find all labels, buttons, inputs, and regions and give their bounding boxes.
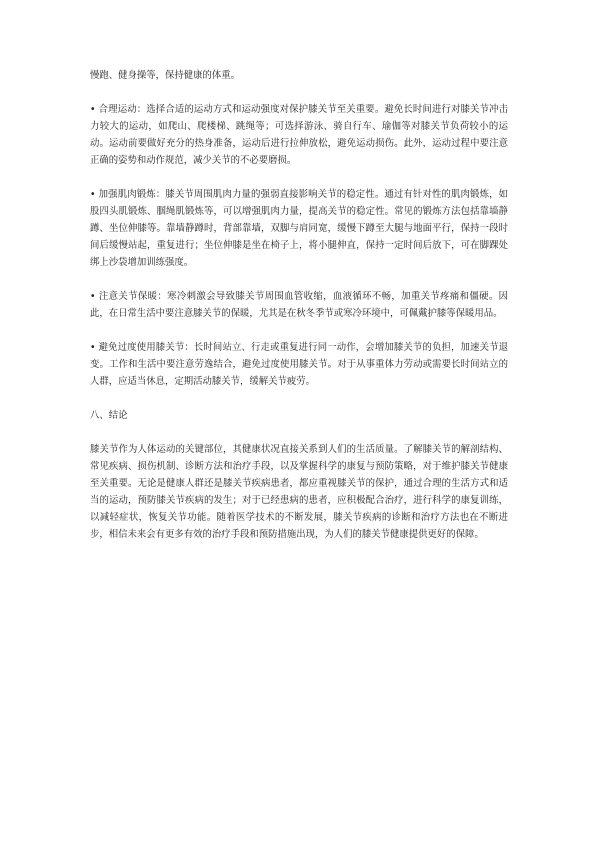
bullet-text: 注意关节保暖：寒冷刺激会导致膝关节周围血管收缩，血液循环不畅，加重关节疼痛和僵硬。因此，在日常生活中要注意膝关节的保暖，尤其是在秋冬季节或寒冷环境中，可佩戴护膝等保暖用品。 [90, 291, 508, 319]
bullet-marker: • [90, 291, 96, 302]
paragraph-gap [90, 322, 508, 339]
paragraph-gap [90, 169, 508, 186]
bullet-item-exercise [90, 101, 508, 169]
paragraph-gap [90, 390, 508, 407]
conclusion-paragraph: 膝关节作为人体运动的关键部位，其健康状况直接关系到人们的生活质量。了解膝关节的解剖结构、常见疾病、损伤机制、诊断方法和治疗手段，以及掌握科学的康复与预防策略，对于维护膝关节健康至关重要。无论是健康人群还是膝关节疾病患者，都应重视膝关节的保护，通过合理的生活方式和适当的运动，预防膝关节疾病的发生；对于已经患病的患者，应积极配合治疗，进行科学的康复训练，以减轻症状，恢复关节功能。随着医学技术的不断发展，膝关节疾病的诊断和治疗方法也在不断进步，相信未来会有更多有效的治疗手段和预防措施出现，为人们的膝关节健康提供更好的保障。 [90, 444, 508, 540]
bullet-text: 合理运动：选择合适的运动方式和运动强度对保护膝关节至关重要。避免长时间进行对膝关节冲击力较大的运动，如爬山、爬楼梯、跳绳等；可选择游泳、骑自行车、瑜伽等对膝关节负荷较小的运动。运动前要做好充分的热身准备，运动后进行拉伸放松，避免运动损伤。此外，运动过程中要注意正确的姿势和动作规范，减少关节的不必要磨损。 [90, 104, 508, 166]
bullet-text: 避免过度使用膝关节：长时间站立、行走或重复进行同一动作，会增加膝关节的负担，加速关节退变。工作和生活中要注意劳逸结合，避免过度使用膝关节。对于从事重体力劳动或需要长时间站立的人群，应适当休息，定期活动膝关节，缓解关节疲劳。 [90, 342, 508, 387]
section-heading-conclusion: 八、结论 [90, 410, 128, 421]
bullet-marker: • [90, 104, 96, 115]
paragraph-gap [90, 424, 508, 441]
bullet-text: 加强肌肉锻炼：膝关节周围肌肉力量的强弱直接影响关节的稳定性。通过有针对性的肌肉锻炼，如股四头肌锻炼、腘绳肌锻炼等，可以增强肌肉力量，提高关节的稳定性。常见的锻炼方法包括靠墙静蹲、坐位伸膝等。靠墙静蹲时，背部靠墙，双脚与肩同宽，缓慢下蹲至大腿与地面平行，保持一段时间后缓慢站起，重复进行；坐位伸膝是坐在椅子上，将小腿伸直，保持一定时间后放下，可在脚踝处绑上沙袋增加训练强度。 [90, 189, 508, 268]
intro-paragraph-tail: 慢跑、健身操等，保持健康的体重。 [90, 70, 241, 81]
document-page [90, 67, 508, 543]
bullet-marker: • [90, 189, 96, 200]
bullet-marker: • [90, 342, 96, 353]
bullet-item-muscle-training [90, 186, 508, 271]
bullet-item-avoid-overuse [90, 339, 508, 390]
paragraph-gap [90, 271, 508, 288]
paragraph-gap [90, 84, 508, 101]
bullet-item-keep-warm [90, 288, 508, 322]
